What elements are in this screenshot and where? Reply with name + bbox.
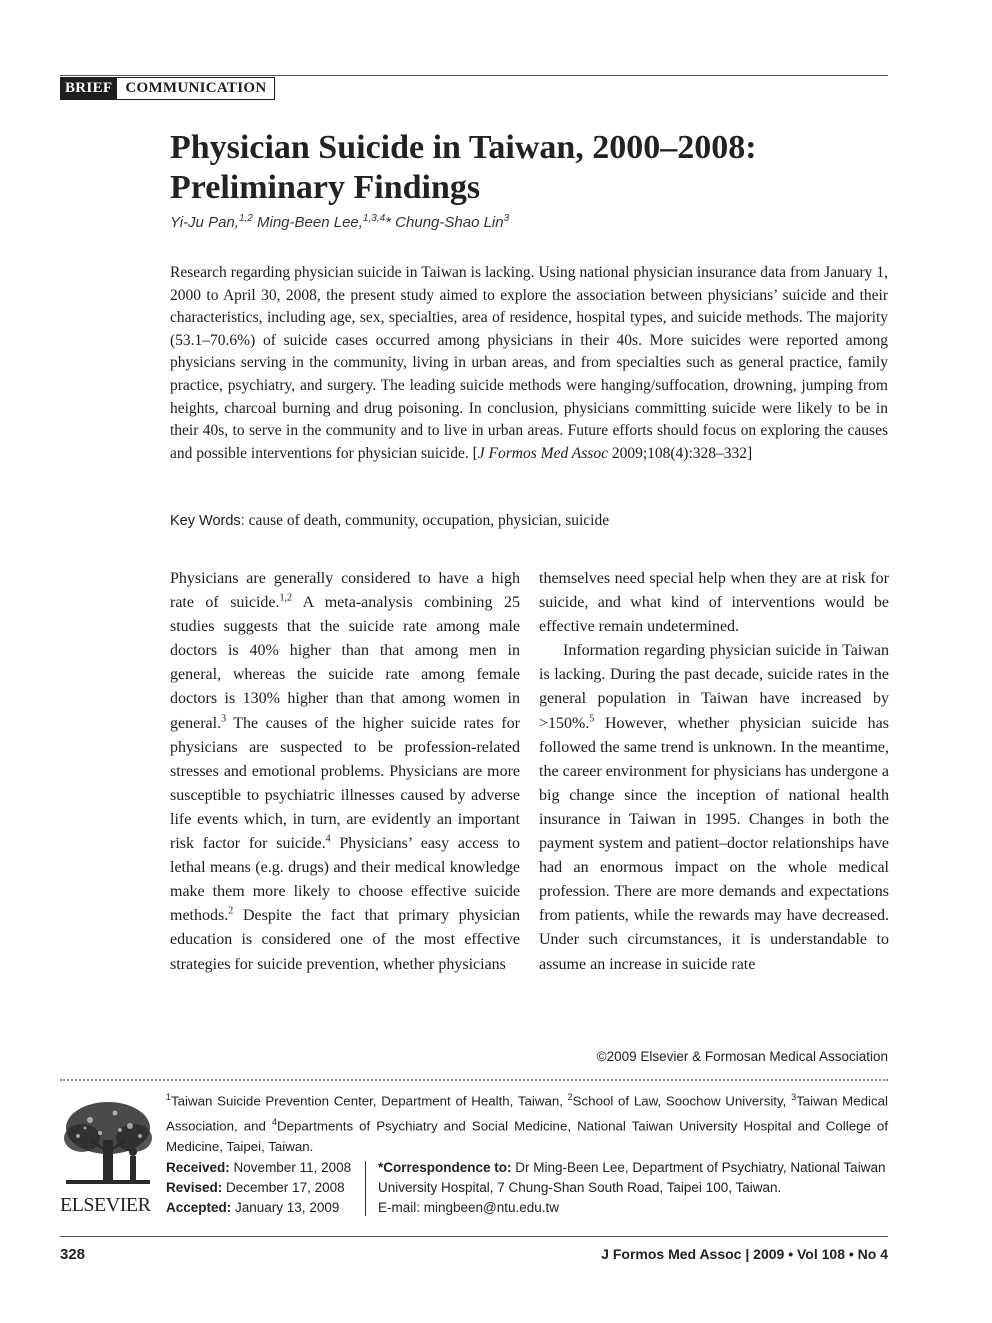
- received-date: [166, 1158, 366, 1178]
- body-text: Physicians are generally considered to have a high rate of suicide.: [170, 570, 520, 612]
- abstract-citation-journal: J Formos Med Assoc: [477, 444, 608, 462]
- date-label: Revised:: [166, 1180, 223, 1195]
- correspondence-text: Dr Ming-Been Lee, Department of Psychiatry, National Taiwan University Hospital, 7 Chung-Shan South Road, Taipei 100, Taiwan.: [378, 1160, 886, 1195]
- citation-mark: 5: [589, 713, 595, 725]
- body-text: A meta-analysis combining 25 studies suggests that the suicide rate among male doctors is 40% higher than that among men in general, whereas the suicide rate among female doctors is 130% higher than that among women in general.: [170, 594, 520, 732]
- citation-mark: 3: [221, 713, 227, 725]
- author-affiliation-mark: 1,2: [238, 213, 253, 224]
- citation-mark: 2: [228, 905, 234, 917]
- body-paragraph: [539, 639, 889, 976]
- body-text: However, whether physician suicide has followed the same trend is unknown. In the meantime, the career environment for physicians has undergone a big change since the inception of national health insurance in Taiwan in 1995. Changes in both the payment system and patient–doctor relationships have had an enormous impact on the whole medical profession. There are more demands and expectations from patients, while the rewards may have decreased. Under such circumstances, it is understandable to assume an increase in suicide rate: [539, 714, 889, 973]
- vertical-divider: [365, 1161, 366, 1216]
- keywords-label: Key Words:: [170, 513, 245, 529]
- date-label: Received:: [166, 1160, 230, 1175]
- body-text: Despite the fact that primary physician education is considered one of the most effective strategies for suicide prevention, whether physicians: [170, 907, 520, 973]
- header-rule: [60, 75, 888, 76]
- body-text: The causes of the higher suicide rates for physicians are suspected to be profession-related stresses and emotional problems. Physicians are more susceptible to psychiatric illnesses caused by adverse life events which, in turn, are evidently an important risk factor for suicide.: [170, 714, 520, 853]
- author-list: [170, 213, 890, 231]
- dotted-divider: [60, 1079, 888, 1083]
- correspondence-address: [378, 1158, 890, 1198]
- citation-mark: 1,2: [279, 592, 293, 604]
- body-column-right: [539, 567, 889, 977]
- correspondence-email: E-mail: mingbeen@ntu.edu.tw: [378, 1200, 560, 1215]
- correspondence-label: *Correspondence to:: [378, 1160, 512, 1175]
- body-text: Information regarding physician suicide in Taiwan is lacking. During the past decade, suicide rates in the general population in Taiwan have increased by >150%.: [539, 642, 889, 732]
- body-text: Physicians’ easy access to lethal means (e.g. drugs) and their medical knowledge make them more likely to choose effective suicide methods.: [170, 835, 520, 925]
- page-number: 328: [60, 1246, 86, 1263]
- author-name: Ming-Been Lee,: [257, 214, 363, 231]
- footer-rule: [60, 1236, 888, 1237]
- date-value: January 13, 2009: [231, 1200, 340, 1215]
- affiliation-mark: 4: [271, 1116, 277, 1127]
- section-tag-communication: COMMUNICATION: [117, 77, 275, 100]
- correspondence: [378, 1158, 890, 1218]
- author-name: * Chung-Shao Lin: [385, 214, 504, 231]
- affiliation-text: Taiwan Suicide Prevention Center, Department of Health, Taiwan,: [171, 1093, 568, 1109]
- tree-icon: [60, 1098, 156, 1195]
- revised-date: [166, 1178, 366, 1198]
- affiliations: [166, 1087, 888, 1157]
- affiliation-text: School of Law, Soochow University,: [572, 1093, 792, 1109]
- body-column-left: [170, 567, 520, 977]
- date-value: December 17, 2008: [222, 1180, 345, 1195]
- section-tag: [60, 77, 275, 100]
- date-label: Accepted:: [166, 1200, 232, 1215]
- section-tag-brief: BRIEF: [60, 77, 117, 100]
- keywords-list: cause of death, community, occupation, physician, suicide: [244, 512, 610, 529]
- affiliation-mark: 3: [791, 1092, 797, 1102]
- affiliation-mark: 2: [567, 1092, 573, 1102]
- abstract-citation-details: 2009;108(4):328–332]: [607, 444, 753, 462]
- author-name: Yi-Ju Pan,: [170, 214, 239, 231]
- publisher-logo-name: ELSEVIER: [60, 1194, 151, 1216]
- body-paragraph: [170, 567, 520, 977]
- affiliation-mark: 1: [166, 1092, 172, 1102]
- article-dates: [166, 1158, 366, 1218]
- body-paragraph: themselves need special help when they are at risk for suicide, and what kind of interventions would be effective remain undetermined.: [539, 570, 889, 636]
- journal-footer: J Formos Med Assoc | 2009 • Vol 108 • No 4: [601, 1246, 888, 1262]
- keywords: [170, 510, 888, 532]
- copyright-notice: ©2009 Elsevier & Formosan Medical Association: [596, 1049, 888, 1064]
- date-value: November 11, 2008: [229, 1160, 352, 1175]
- article-title: Physician Suicide in Taiwan, 2000–2008: Preliminary Findings: [170, 129, 757, 206]
- author-affiliation-mark: 1,3,4: [362, 213, 386, 224]
- affiliation-text: Taiwan Medical Association, and: [166, 1093, 888, 1134]
- abstract: [170, 262, 888, 465]
- abstract-text: Research regarding physician suicide in Taiwan is lacking. Using national physician insurance data from January 1, 2000 to April 30, 2008, the present study aimed to explore the association between physicians’ suicide and their characteristics, including age, sex, specialties, area of residence, hospital types, and suicide methods. The majority (53.1–70.6%) of suicide cases occurred among physicians in their 40s. More suicides were reported among physicians serving in the community, living in urban areas, and from specialties such as general practice, family practice, psychiatry, and surgery. The leading suicide methods were hanging/suffocation, drowning, jumping from heights, charcoal burning and drug poisoning. In conclusion, physicians committing suicide were likely to be in their 40s, to serve in the community and to live in urban areas. Future efforts should focus on exploring the causes and possible interventions for physician suicide. [: [170, 264, 888, 462]
- affiliation-text: Departments of Psychiatry and Social Medicine, National Taiwan University Hospital and College of Medicine, Taipei, Taiwan.: [166, 1118, 889, 1154]
- citation-mark: 4: [325, 833, 331, 845]
- accepted-date: [166, 1198, 366, 1218]
- author-affiliation-mark: 3: [503, 213, 510, 224]
